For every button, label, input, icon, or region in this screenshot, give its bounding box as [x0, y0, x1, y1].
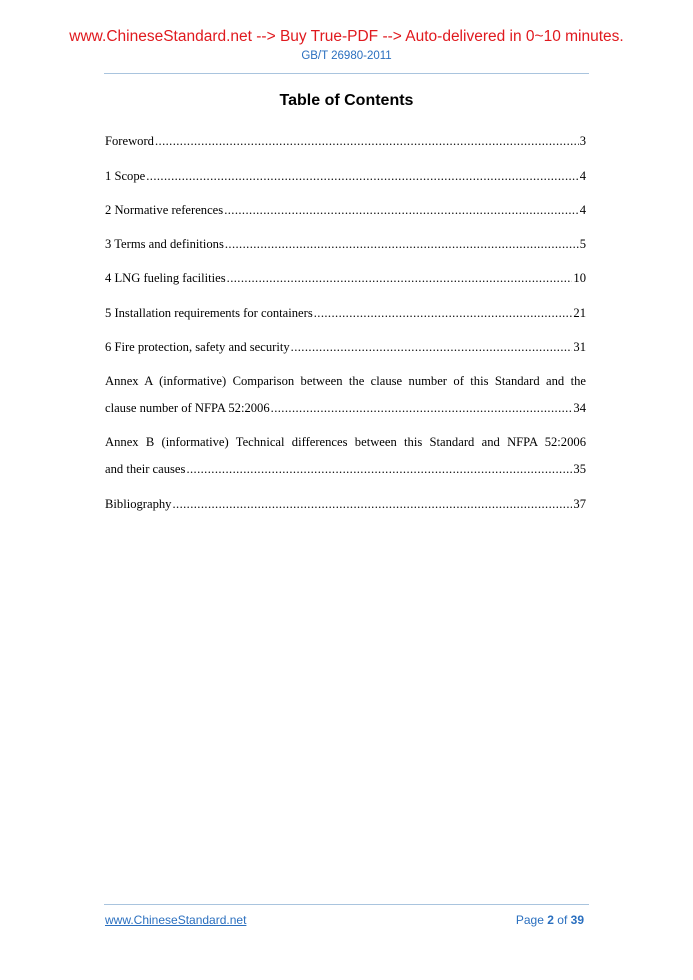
footer-site-link[interactable]: www.ChineseStandard.net	[105, 913, 247, 927]
dot-leader	[155, 133, 579, 149]
toc-entry-annex-a-line1[interactable]: Annex A (informative) Comparison between the clause number of this Standard and the	[105, 374, 586, 388]
toc-entry-terms-definitions[interactable]	[105, 236, 586, 252]
promo-banner[interactable]: www.ChineseStandard.net --> Buy True-PDF --> Auto-delivered in 0~10 minutes.	[69, 28, 624, 45]
page-of-label: of	[557, 913, 568, 927]
dot-leader	[186, 461, 572, 477]
toc-entry-label: clause number of NFPA 52:2006	[105, 401, 270, 415]
toc-entry-label: 3 Terms and definitions	[105, 237, 224, 251]
dot-leader	[224, 202, 579, 218]
toc-entry-label: 2 Normative references	[105, 203, 224, 217]
total-pages-number: 39	[570, 913, 584, 927]
page-prefix: Page	[515, 913, 544, 927]
toc-entry-annex-b-line1[interactable]: Annex B (informative) Technical differences between this Standard and NFPA 52:2006	[105, 435, 586, 449]
header-rule	[104, 73, 589, 74]
toc-entry-label: and their causes	[105, 462, 186, 476]
toc-title: Table of Contents	[279, 92, 414, 109]
toc-entry-label: Foreword	[105, 134, 154, 148]
current-page-number: 2	[547, 913, 554, 927]
toc-entry-page: 10	[573, 271, 586, 285]
toc-entry-label: 4 LNG fueling facilities	[105, 271, 226, 285]
dot-leader	[271, 400, 573, 416]
toc-entry-label: 1 Scope	[105, 169, 146, 183]
toc-entry-page: 31	[573, 340, 586, 354]
page-indicator	[516, 913, 584, 927]
dot-leader	[291, 339, 573, 355]
toc-entry-label: 5 Installation requirements for containers	[105, 306, 313, 320]
toc-entry-page: 4	[579, 169, 586, 183]
dot-leader	[225, 236, 579, 252]
toc-entry-lng-fueling[interactable]	[105, 270, 586, 286]
toc-entry-annex-a[interactable]	[105, 400, 586, 416]
dot-leader	[314, 305, 573, 321]
toc-entry-label: 6 Fire protection, safety and security	[105, 340, 290, 354]
toc-entry-page: 37	[573, 497, 586, 511]
toc-entry-bibliography[interactable]	[105, 496, 586, 512]
dot-leader	[146, 168, 578, 184]
toc-entry-page: 34	[573, 401, 586, 415]
toc-entry-scope[interactable]	[105, 168, 586, 184]
dot-leader	[227, 270, 573, 286]
toc-entry-foreword[interactable]	[105, 133, 586, 149]
standard-code: GB/T 26980-2011	[301, 50, 392, 62]
dot-leader	[172, 496, 572, 512]
toc-entry-page: 5	[579, 237, 586, 251]
toc-entry-page: 35	[573, 462, 586, 476]
toc-entry-fire-protection[interactable]	[105, 339, 586, 355]
toc-entry-label: Bibliography	[105, 497, 172, 511]
toc-entry-page: 4	[579, 203, 586, 217]
footer-rule	[104, 904, 589, 905]
toc-entry-normative-references[interactable]	[105, 202, 586, 218]
toc-entry-page: 21	[573, 306, 586, 320]
toc-entry-annex-b[interactable]	[105, 461, 586, 477]
toc-entry-page: 3	[579, 134, 586, 148]
toc-entry-installation[interactable]	[105, 305, 586, 321]
